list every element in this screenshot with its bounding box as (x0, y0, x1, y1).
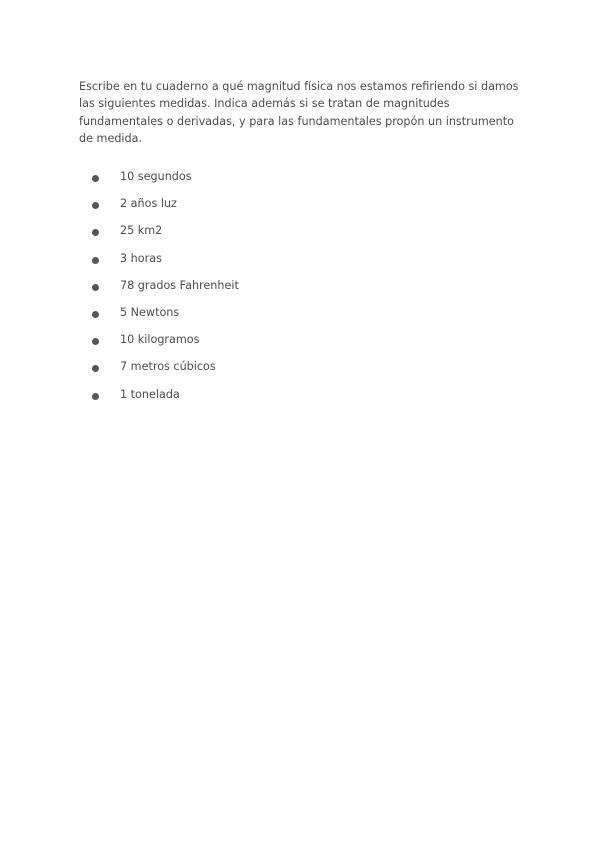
list-item-text: 10 kilogramos (120, 333, 200, 347)
bullet-icon (92, 229, 99, 236)
list-item (0, 166, 400, 193)
list-item (0, 356, 400, 383)
list-item-text: 7 metros cúbicos (120, 360, 216, 374)
list-item-text: 10 segundos (120, 170, 192, 183)
bullet-icon (92, 338, 99, 345)
bullet-icon (92, 365, 99, 372)
bullet-icon (92, 257, 99, 264)
list-item-text: 2 años luz (120, 197, 177, 211)
bullet-icon (92, 202, 99, 209)
bullet-icon (92, 284, 99, 291)
list-item-text: 5 Newtons (120, 305, 180, 319)
list-item (0, 248, 400, 275)
list-item (0, 329, 400, 356)
list-item (0, 302, 400, 329)
intro-paragraph: Escribe en tu cuaderno a qué magnitud física nos estamos refiriendo si damos las siguientes medidas. Indica además si se tratan de magnitudes fundamentales o derivadas, y para las fundamentales propón un instrumento de medida. (79, 80, 519, 146)
list-item (0, 275, 400, 302)
bullet-icon (92, 175, 99, 182)
list-item-text: 78 grados Fahrenheit (120, 278, 239, 292)
list-item-text: 25 km2 (120, 224, 163, 238)
list-item (0, 384, 400, 411)
list-item-text: 3 horas (120, 251, 162, 265)
list-item (0, 220, 400, 247)
measurement-list (0, 166, 400, 411)
bullet-icon (92, 393, 99, 400)
list-item (0, 193, 400, 220)
bullet-icon (92, 311, 99, 318)
list-item-text: 1 tonelada (120, 387, 180, 401)
